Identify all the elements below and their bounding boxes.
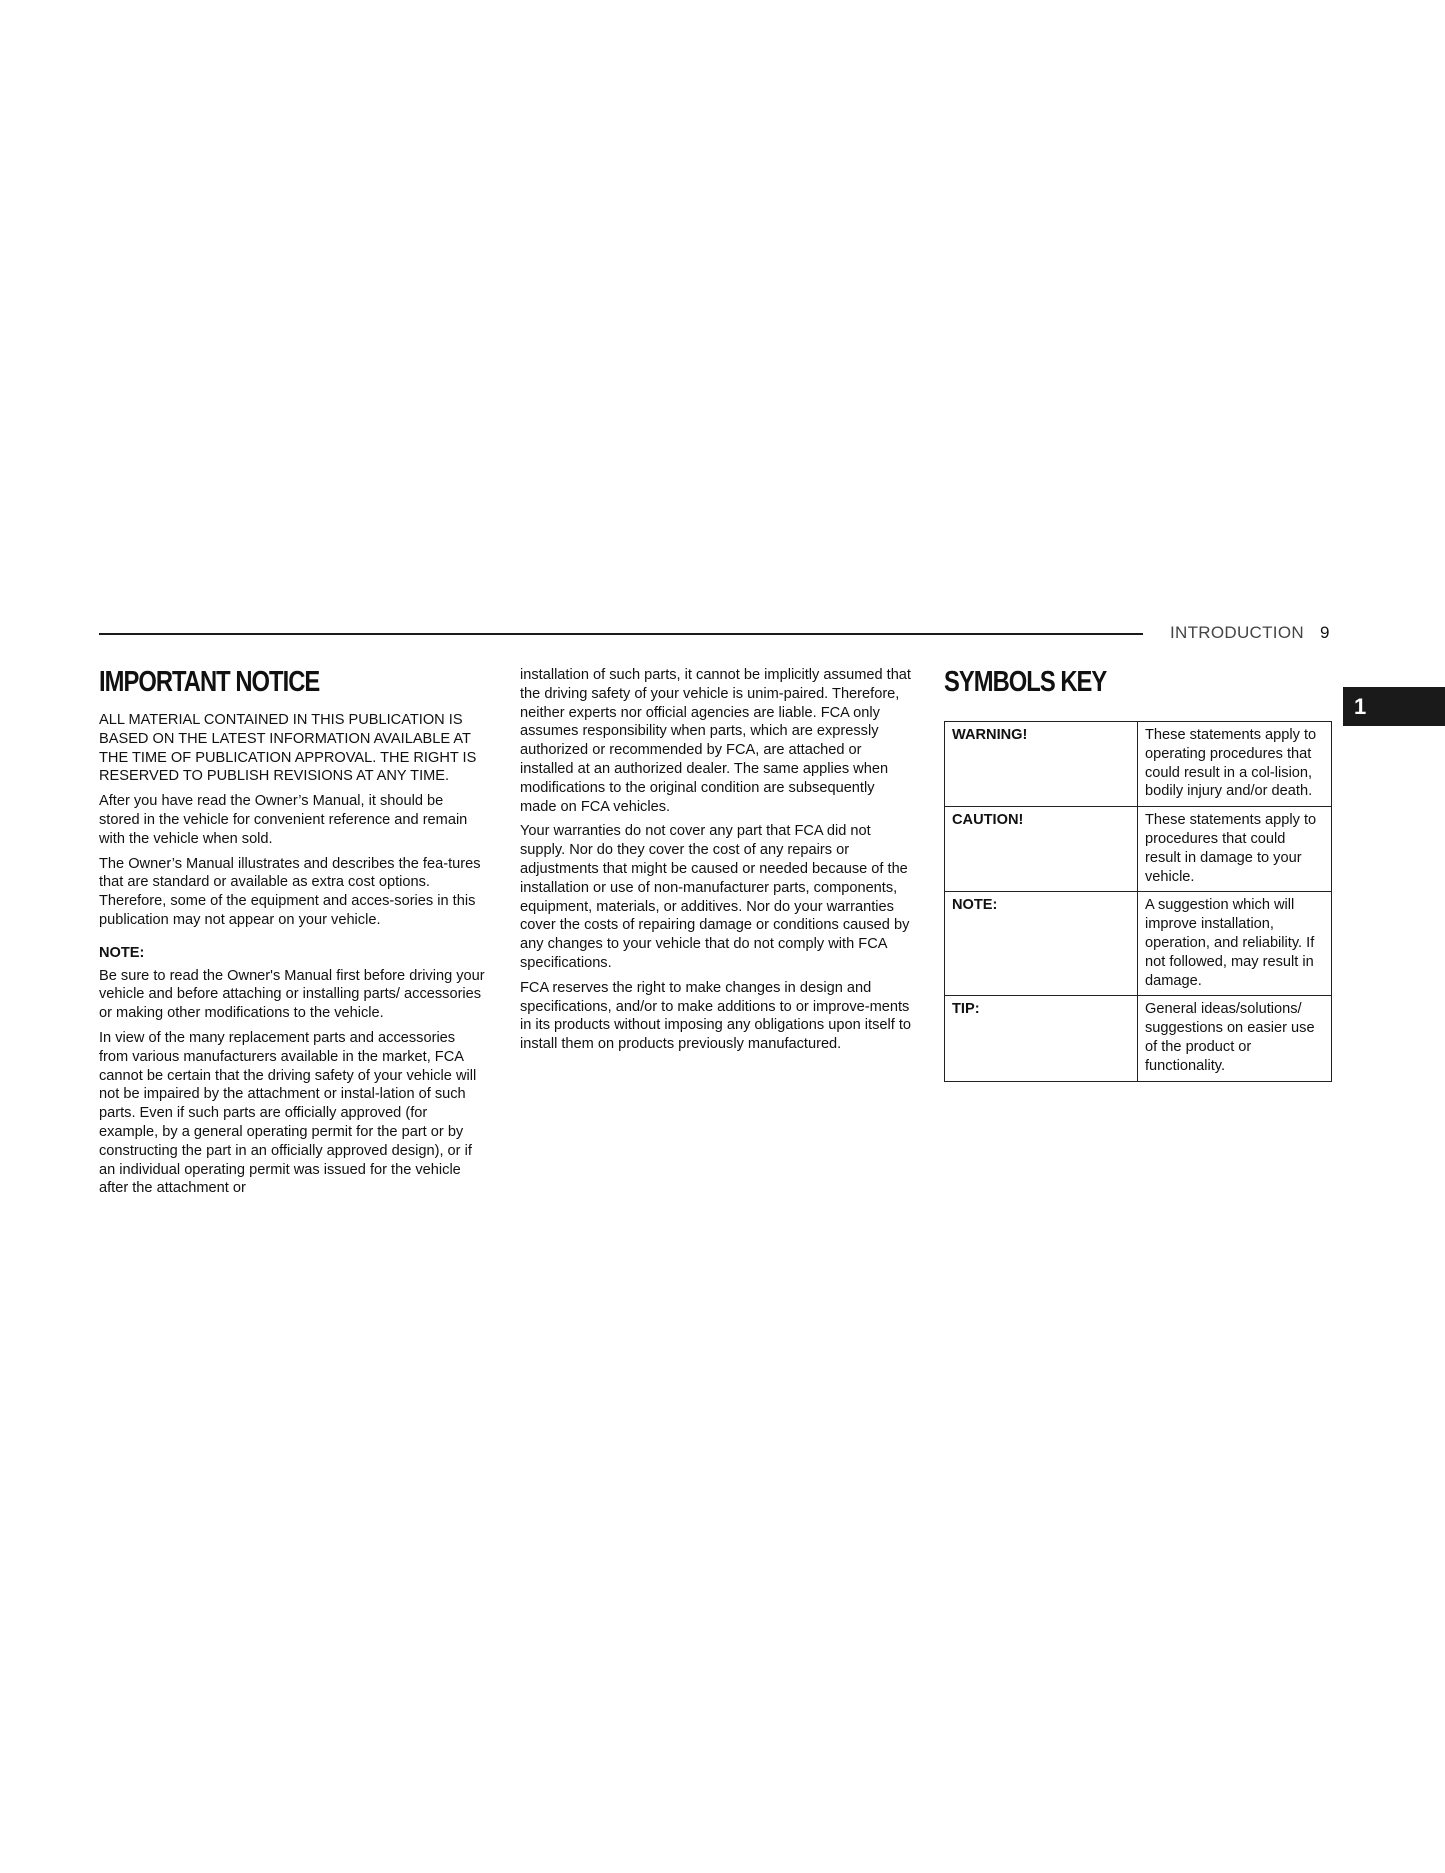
header-rule <box>99 633 1143 635</box>
important-notice-column <box>99 665 487 1204</box>
symbols-key-title: SYMBOLS KEY <box>944 666 1107 698</box>
symbol-term: NOTE: <box>945 892 1138 996</box>
symbols-key-column <box>944 665 1332 1082</box>
notice-paragraph-1: ALL MATERIAL CONTAINED IN THIS PUBLICATION IS BASED ON THE LATEST INFORMATION AVAILABLE AT THE TIME OF PUBLICATION APPROVAL. THE RIGHT IS RESERVED TO PUBLISH REVISIONS AT ANY TIME. <box>99 712 477 785</box>
notice-paragraph-2: After you have read the Owner’s Manual, it should be stored in the vehicle for convenient reference and remain with the vehicle when sold. <box>99 793 468 847</box>
notice-paragraph-3: The Owner’s Manual illustrates and describes the fea-tures that are standard or available as extra cost options. Therefore, some of the equipment and acces-sories in this publication may not appear on your vehicle. <box>99 855 481 928</box>
running-header-section: INTRODUCTION <box>1170 623 1304 642</box>
symbol-description: These statements apply to procedures that could result in damage to your vehicle. <box>1138 807 1332 892</box>
note-paragraph-2: In view of the many replacement parts and accessories from various manufacturers available in the market, FCA cannot be certain that the driving safety of your vehicle will not be impaired by the attachment or instal-lation of such parts. Even if such parts are officially approved (for example, by a general operating permit for the part or by constructing the part in an officially approved design), or if an individual operating permit was issued for the vehicle after the attachment or <box>99 1029 477 1197</box>
chapter-tab[interactable]: 1 <box>1343 687 1445 726</box>
table-row <box>945 722 1332 807</box>
note-heading: NOTE: <box>99 944 145 961</box>
symbol-term: CAUTION! <box>945 807 1138 892</box>
symbol-description: A suggestion which will improve installation, operation, and reliability. If not followed, may result in damage. <box>1138 892 1332 996</box>
symbol-description: These statements apply to operating procedures that could result in a col-lision, bodily injury and/or death. <box>1138 722 1332 807</box>
table-row <box>945 807 1332 892</box>
continuation-paragraph-3: FCA reserves the right to make changes in design and specifications, and/or to make additions to or improve-ments in its products without imposing any obligations upon itself to install them on products previously manufactured. <box>520 979 912 1053</box>
important-notice-title: IMPORTANT NOTICE <box>99 666 320 698</box>
symbol-term: TIP: <box>945 996 1138 1081</box>
note-paragraph-1: Be sure to read the Owner's Manual first before driving your vehicle and before attaching or installing parts/ accessories or making other modifications to the vehicle. <box>99 967 485 1022</box>
continuation-column <box>520 666 912 1060</box>
symbol-description: General ideas/solutions/ suggestions on easier use of the product or functionality. <box>1138 996 1332 1081</box>
symbols-key-table <box>944 721 1332 1082</box>
table-row <box>945 892 1332 996</box>
continuation-paragraph-2: Your warranties do not cover any part that FCA did not supply. Nor do they cover the cost of any repairs or adjustments that might be caused or needed because of the installation or use of non-manufacturer parts, components, equipment, materials, or additives. Nor do your warranties cover the costs of repairing damage or conditions caused by any changes to your vehicle that do not comply with FCA specifications. <box>520 823 910 971</box>
page-number: 9 <box>1320 623 1330 642</box>
table-row <box>945 996 1332 1081</box>
symbol-term: WARNING! <box>945 722 1138 807</box>
continuation-paragraph-1: installation of such parts, it cannot be implicitly assumed that the driving safety of your vehicle is unim-paired. Therefore, neither experts nor official agencies are liable. FCA only assumes responsibility when parts, which are expressly authorized or recommended by FCA, are attached or installed at an authorized dealer. The same applies when modifications to the original condition are subsequently made on FCA vehicles. <box>520 667 911 815</box>
